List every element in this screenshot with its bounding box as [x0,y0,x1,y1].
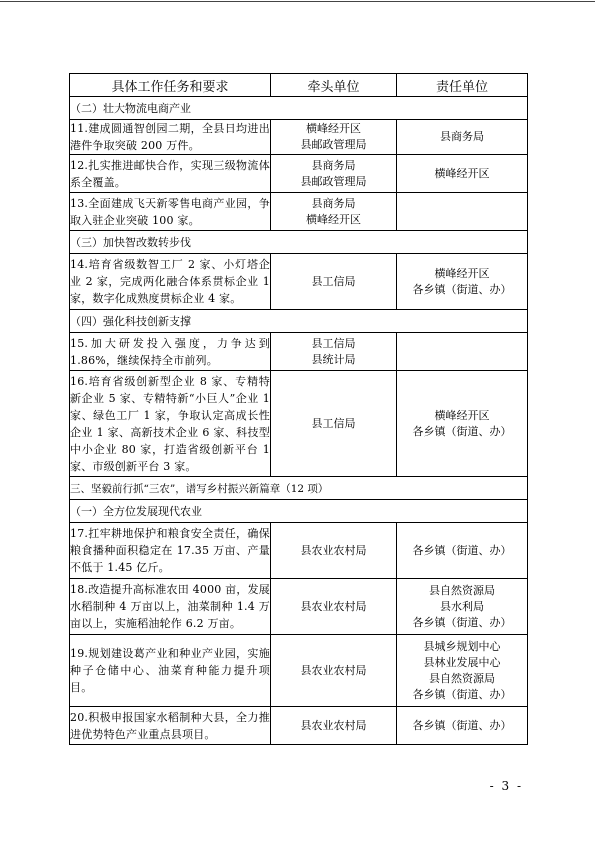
header-task: 具体工作任务和要求 [70,74,271,97]
section-row [70,500,528,523]
responsible-unit-cell [397,193,528,231]
responsible-unit-cell: 各乡镇（街道、办） [397,707,528,745]
responsible-unit-cell: 横峰经开区 各乡镇（街道、办） [397,371,528,477]
section-row [70,310,528,333]
table-row [70,254,528,310]
task-cell: 20.积极申报国家水稻制种大县，全力推进优势特色产业重点县项目。 [70,707,271,745]
lead-unit-cell: 县农业农村局 [271,707,397,745]
chapter-title: 三、坚毅前行抓“三农”，谱写乡村振兴新篇章（12 项） [70,477,528,500]
section-title: （四）强化科技创新支撑 [70,310,528,333]
responsible-unit-cell: 县自然资源局 县水利局 各乡镇（街道、办） [397,579,528,635]
task-cell: 19.规划建设葛产业和种业产业园，实施种子仓储中心、油菜育种能力提升项目。 [70,635,271,707]
header-responsible-unit: 责任单位 [397,74,528,97]
table-row [70,523,528,579]
table-row [70,707,528,745]
lead-unit-cell: 横峰经开区 县邮政管理局 [271,120,397,155]
task-cell: 11.建成圆通智创园二期，全县日均进出港件争取突破 200 万件。 [70,120,271,155]
table-row [70,193,528,231]
section-row [70,231,528,254]
task-cell: 14.培育省级数智工厂 2 家、小灯塔企业 2 家，完成两化融合体系贯标企业 1 家，数字化成熟度贯标企业 4 家。 [70,254,271,310]
responsible-unit-cell: 县商务局 [397,120,528,155]
task-cell: 18.改造提升高标准农田 4000 亩，发展水稻制种 4 万亩以上，油菜制种 1.4 万亩以上，实施稻油轮作 6.2 万亩。 [70,579,271,635]
lead-unit-cell: 县工信局 [271,371,397,477]
responsible-unit-cell: 各乡镇（街道、办） [397,523,528,579]
header-lead-unit: 牵头单位 [271,74,397,97]
task-cell: 13.全面建成飞天新零售电商产业园，争取入驻企业突破 100 家。 [70,193,271,231]
table-row [70,120,528,155]
chapter-row [70,477,528,500]
table-row [70,333,528,371]
lead-unit-cell: 县农业农村局 [271,635,397,707]
top-rule [0,1,595,2]
table-row [70,155,528,193]
section-title: （三）加快智改数转步伐 [70,231,528,254]
table-header-row [70,74,528,97]
table-row [70,635,528,707]
lead-unit-cell: 县工信局 县统计局 [271,333,397,371]
task-table [69,73,528,745]
table-row [70,371,528,477]
responsible-unit-cell: 横峰经开区 [397,155,528,193]
table-row [70,579,528,635]
lead-unit-cell: 县商务局 县邮政管理局 [271,155,397,193]
lead-unit-cell: 县商务局 横峰经开区 [271,193,397,231]
lead-unit-cell: 县工信局 [271,254,397,310]
section-title: （一）全方位发展现代农业 [70,500,528,523]
task-cell: 12.扎实推进邮快合作，实现三级物流体系全覆盖。 [70,155,271,193]
section-title: （二）壮大物流电商产业 [70,97,528,120]
lead-unit-cell: 县农业农村局 [271,579,397,635]
responsible-unit-cell: 横峰经开区 各乡镇（街道、办） [397,254,528,310]
lead-unit-cell: 县农业农村局 [271,523,397,579]
responsible-unit-cell: 县城乡规划中心 县林业发展中心 县自然资源局 各乡镇（街道、办） [397,635,528,707]
task-cell: 16.培育省级创新型企业 8 家、专精特新企业 5 家、专精特新“小巨人”企业 1 家、绿色工厂 1 家，争取认定高成长性企业 1 家、高新技术企业 6 家、科技型中小企业 80 家，打造省级创新平台 1 家、市级创新平台 3 家。 [70,371,271,477]
responsible-unit-cell [397,333,528,371]
task-cell: 15.加大研发投入强度，力争达到 1.86%，继续保持全市前列。 [70,333,271,371]
task-cell: 17.扛牢耕地保护和粮食安全责任，确保粮食播种面积稳定在 17.35 万亩、产量不低于 1.45 亿斤。 [70,523,271,579]
page-number: - 3 - [489,779,523,793]
section-row [70,97,528,120]
